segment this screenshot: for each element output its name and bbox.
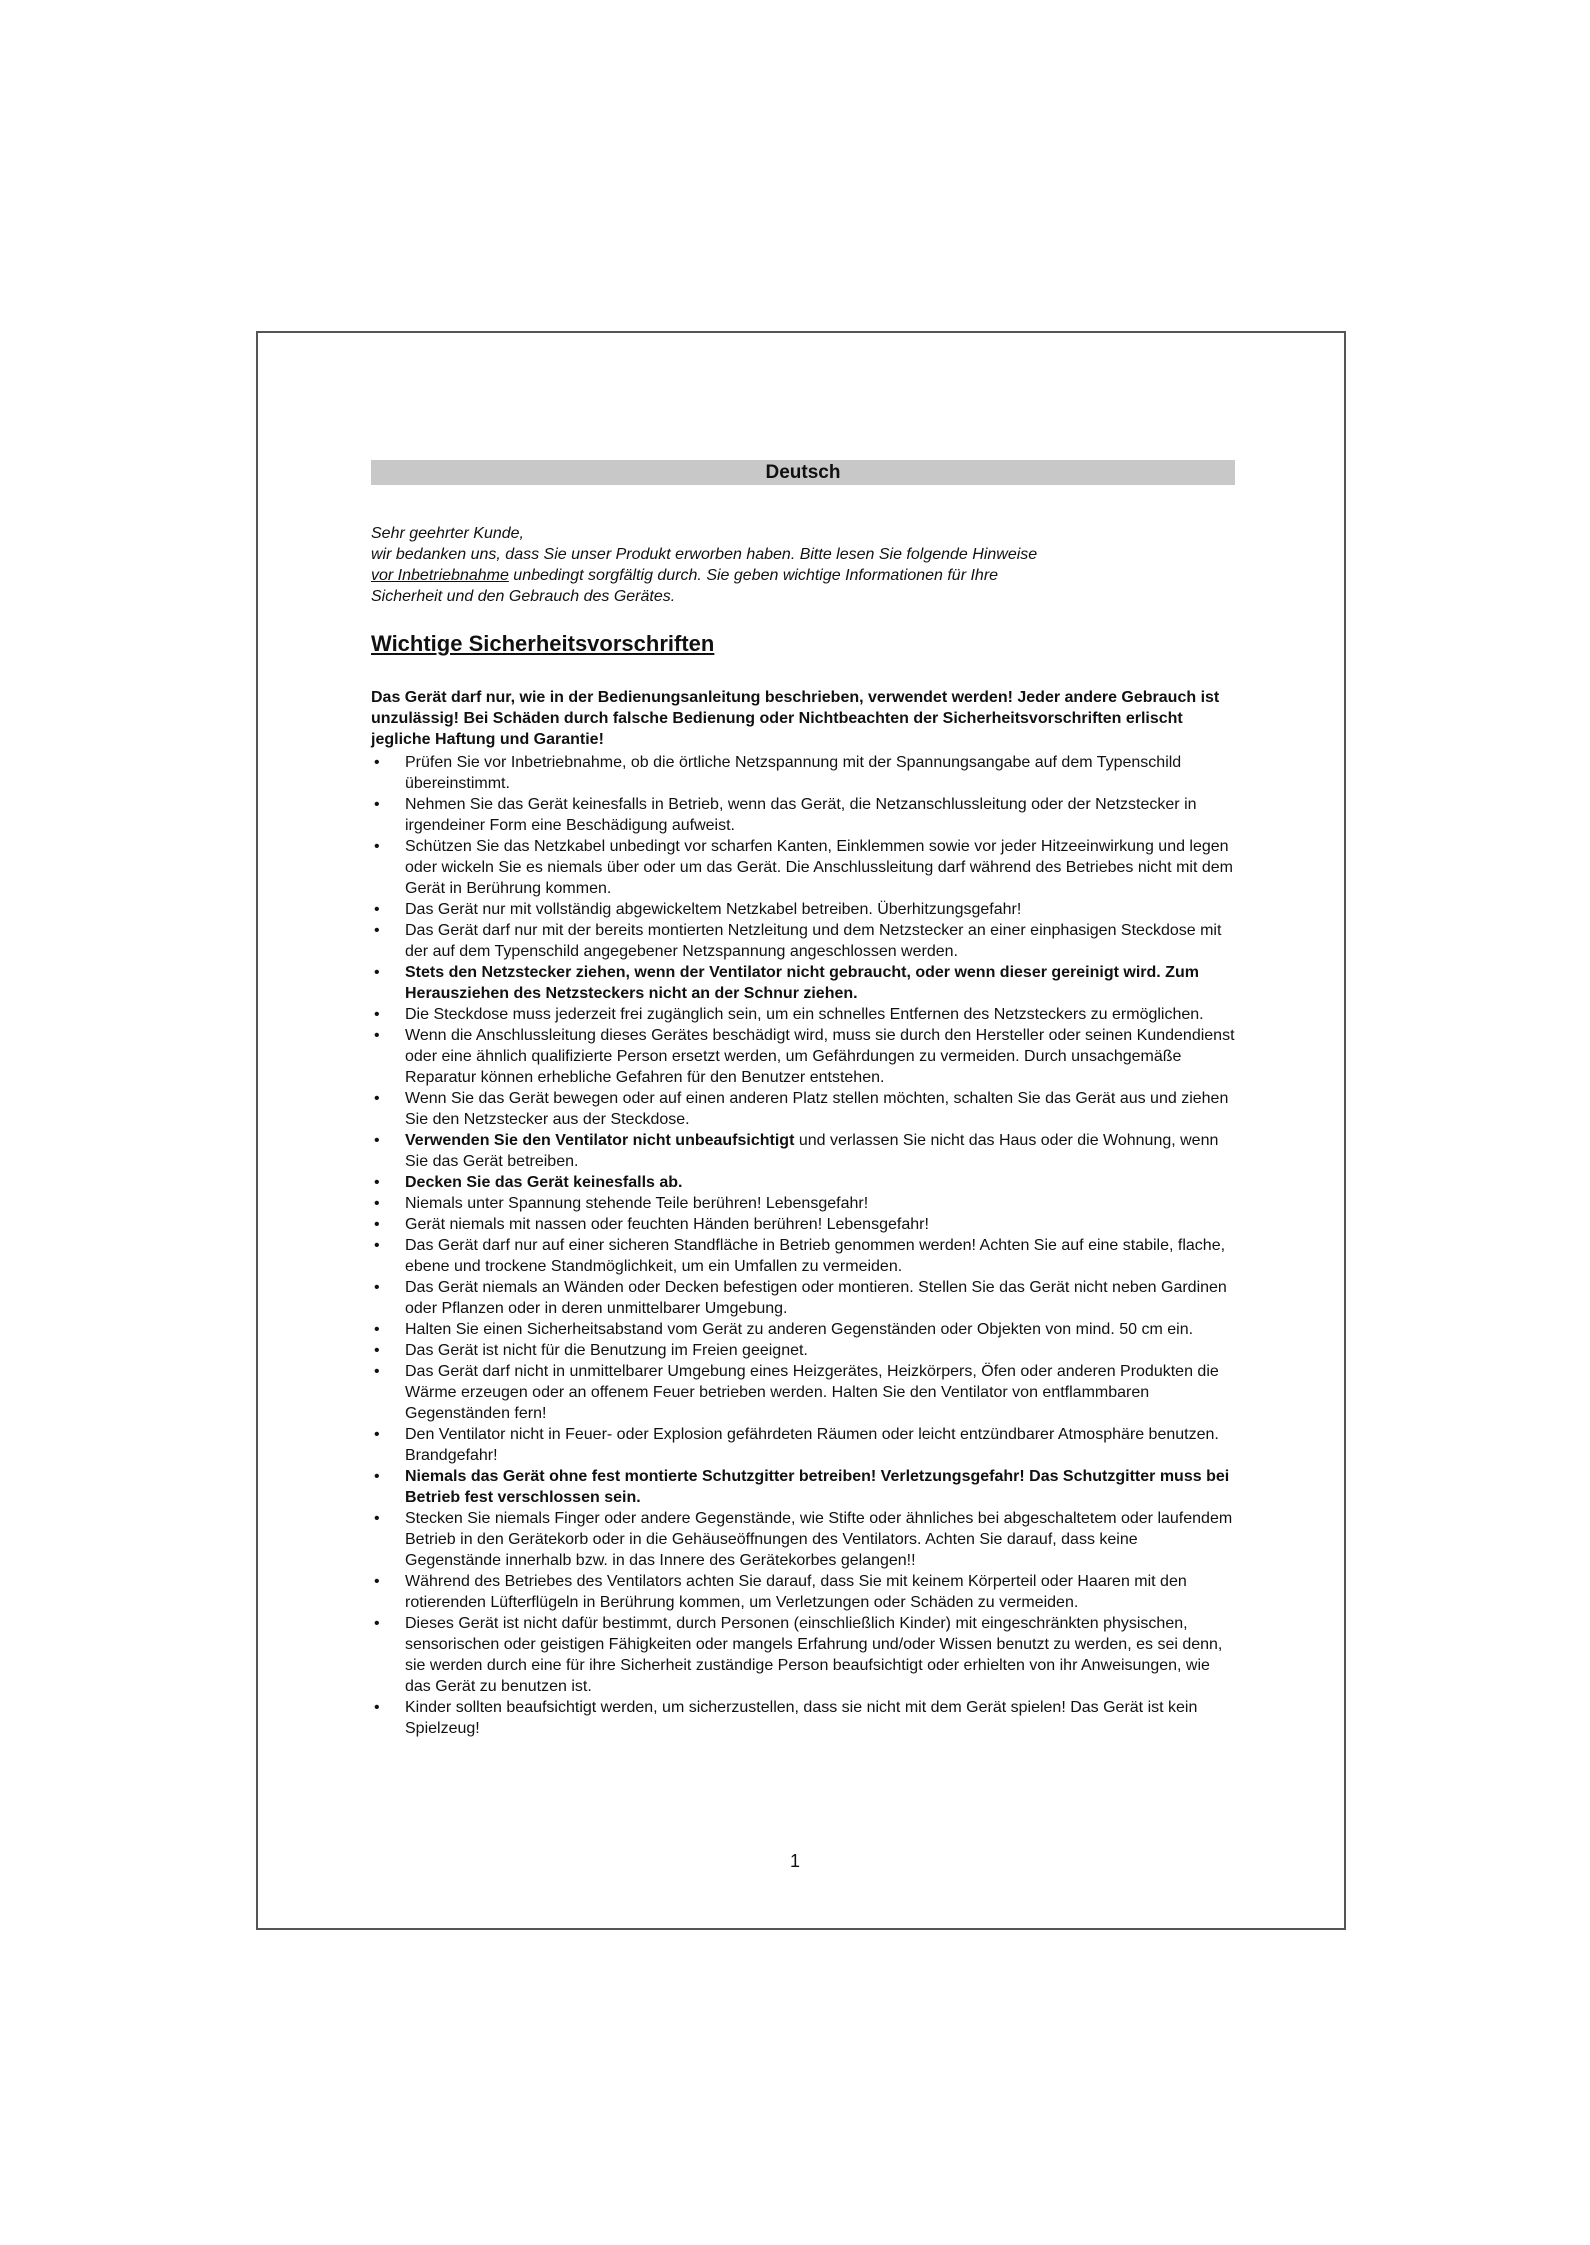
- list-item: [371, 1361, 1235, 1424]
- list-item-text: Wenn Sie das Gerät bewegen oder auf einen anderen Platz stellen möchten, schalten Sie das Gerät aus und ziehen Sie den Netzstecker aus der Steckdose.: [405, 1090, 1229, 1128]
- list-item: [371, 1088, 1235, 1130]
- list-item: [371, 1004, 1235, 1025]
- list-item-bold: Decken Sie das Gerät keinesfalls ab.: [405, 1174, 683, 1191]
- list-item-text: Das Gerät ist nicht für die Benutzung im Freien geeignet.: [405, 1342, 808, 1359]
- list-item-text: Den Ventilator nicht in Feuer- oder Explosion gefährdeten Räumen oder leicht entzündbarer Atmosphäre benutzen. Brandgefahr!: [405, 1426, 1219, 1464]
- list-item-text: Wenn die Anschlussleitung dieses Gerätes beschädigt wird, muss sie durch den Hersteller oder seinen Kundendienst oder eine ähnlich qualifizierte Person ersetzt werden, um Gefährdungen zu vermeiden. Durch unsachgemäße Reparatur können erhebliche Gefahren für den Benutzer entstehen.: [405, 1027, 1235, 1086]
- list-item-bold: Verwenden Sie den Ventilator nicht unbeaufsichtigt: [405, 1132, 795, 1149]
- list-item: [371, 1193, 1235, 1214]
- list-item: [371, 752, 1235, 794]
- list-item: [371, 899, 1235, 920]
- list-item-text: Niemals unter Spannung stehende Teile berühren! Lebensgefahr!: [405, 1195, 869, 1212]
- list-item: [371, 1340, 1235, 1361]
- list-item: [371, 1172, 1235, 1193]
- document-content: [371, 460, 1235, 1739]
- list-item-text: Die Steckdose muss jederzeit frei zugänglich sein, um ein schnelles Entfernen des Netzsteckers zu ermöglichen.: [405, 1006, 1204, 1023]
- list-item: [371, 1571, 1235, 1613]
- list-item-text: Das Gerät darf nur mit der bereits montierten Netzleitung und dem Netzstecker an einer einphasigen Steckdose mit der auf dem Typenschild angegebener Netzspannung angeschlossen werden.: [405, 922, 1222, 960]
- list-item: [371, 1697, 1235, 1739]
- list-item-text: Stecken Sie niemals Finger oder andere Gegenstände, wie Stifte oder ähnliches bei abgeschaltetem oder laufendem Betrieb in den Gerätekorb oder in die Gehäuseöffnungen des Ventilators. Achten Sie darauf, dass keine Gegenstände innerhalb bzw. in das Innere des Gerätekorbes gelangen!!: [405, 1510, 1233, 1569]
- intro-paragraph: [371, 523, 1235, 607]
- list-item: [371, 794, 1235, 836]
- intro-underlined: vor Inbetriebnahme: [371, 567, 509, 584]
- list-item: [371, 962, 1235, 1004]
- list-item-text: Dieses Gerät ist nicht dafür bestimmt, durch Personen (einschließlich Kinder) mit eingeschränkten physischen, sensorischen oder geistigen Fähigkeiten oder mangels Erfahrung und/oder Wissen benutzt zu werden, es sei denn, sie werden durch eine für ihre Sicherheit zuständige Person beaufsichtigt oder erhielten von ihr Anweisungen, wie das Gerät zu benutzen ist.: [405, 1615, 1223, 1695]
- intro-greeting: Sehr geehrter Kunde,: [371, 525, 524, 542]
- list-item: [371, 1508, 1235, 1571]
- list-item-text: Das Gerät darf nur auf einer sicheren Standfläche in Betrieb genommen werden! Achten Sie auf eine stabile, flache, ebene und trockene Standmöglichkeit, um ein Umfallen zu vermeiden.: [405, 1237, 1226, 1275]
- list-item-text: Gerät niemals mit nassen oder feuchten Händen berühren! Lebensgefahr!: [405, 1216, 929, 1233]
- list-item: [371, 1025, 1235, 1088]
- list-item: [371, 1319, 1235, 1340]
- section-title: Wichtige Sicherheitsvorschriften: [371, 631, 715, 656]
- intro-line-1: wir bedanken uns, dass Sie unser Produkt erworben haben. Bitte lesen Sie folgende Hinweise: [371, 546, 1038, 563]
- list-item-text: Halten Sie einen Sicherheitsabstand vom Gerät zu anderen Gegenständen oder Objekten von mind. 50 cm ein.: [405, 1321, 1194, 1338]
- list-item: [371, 1214, 1235, 1235]
- list-item-text: Kinder sollten beaufsichtigt werden, um sicherzustellen, dass sie nicht mit dem Gerät spielen! Das Gerät ist kein Spielzeug!: [405, 1699, 1198, 1737]
- list-item: [371, 1466, 1235, 1508]
- list-item: [371, 920, 1235, 962]
- list-item-text: Schützen Sie das Netzkabel unbedingt vor scharfen Kanten, Einklemmen sowie vor jeder Hitzeeinwirkung und legen oder wickeln Sie es niemals über oder um das Gerät. Die Anschlussleitung darf während des Betriebes nicht mit dem Gerät in Berührung kommen.: [405, 838, 1233, 897]
- list-item: [371, 1277, 1235, 1319]
- list-item: [371, 1130, 1235, 1172]
- list-item-text: Das Gerät darf nicht in unmittelbarer Umgebung eines Heizgerätes, Heizkörpers, Öfen oder anderen Produkten die Wärme erzeugen oder an offenem Feuer betrieben werden. Halten Sie den Ventilator von entflammbaren Gegenständen fern!: [405, 1363, 1219, 1422]
- intro-line-2: [371, 565, 1235, 586]
- list-item-bold: Niemals das Gerät ohne fest montierte Schutzgitter betreiben! Verletzungsgefahr! Das Schutzgitter muss bei Betrieb fest verschlossen sein.: [405, 1468, 1230, 1506]
- list-item-text: Prüfen Sie vor Inbetriebnahme, ob die örtliche Netzspannung mit der Spannungsangabe auf dem Typenschild übereinstimmt.: [405, 754, 1182, 792]
- list-item-text: Das Gerät nur mit vollständig abgewickeltem Netzkabel betreiben. Überhitzungsgefahr!: [405, 901, 1022, 918]
- list-item: [371, 836, 1235, 899]
- list-item-text: Das Gerät niemals an Wänden oder Decken befestigen oder montieren. Stellen Sie das Gerät nicht neben Gardinen oder Pflanzen oder in deren unmittelbarer Umgebung.: [405, 1279, 1227, 1317]
- intro-line-3: Sicherheit und den Gebrauch des Gerätes.: [371, 588, 676, 605]
- safety-list: [371, 752, 1235, 1739]
- list-item-text: Nehmen Sie das Gerät keinesfalls in Betrieb, wenn das Gerät, die Netzanschlussleitung oder der Netzstecker in irgendeiner Form eine Beschädigung aufweist.: [405, 796, 1197, 834]
- language-header: Deutsch: [371, 460, 1235, 485]
- list-item: [371, 1613, 1235, 1697]
- list-item: [371, 1424, 1235, 1466]
- list-item-text: Während des Betriebes des Ventilators achten Sie darauf, dass Sie mit keinem Körperteil oder Haaren mit den rotierenden Lüfterflügeln in Berührung kommen, um Verletzungen oder Schäden zu vermeiden.: [405, 1573, 1187, 1611]
- section-lead: Das Gerät darf nur, wie in der Bedienungsanleitung beschrieben, verwendet werden! Jeder andere Gebrauch ist unzulässig! Bei Schäden durch falsche Bedienung oder Nichtbeachten der Sicherheitsvorschriften erlischt jegliche Haftung und Garantie!: [371, 689, 1220, 748]
- page-number: 1: [789, 1851, 800, 1871]
- intro-line-2-rest: unbedingt sorgfältig durch. Sie geben wichtige Informationen für Ihre: [508, 567, 999, 584]
- list-item: [371, 1235, 1235, 1277]
- list-item-bold: Stets den Netzstecker ziehen, wenn der Ventilator nicht gebraucht, oder wenn dieser gereinigt wird. Zum Herausziehen des Netzsteckers nicht an der Schnur ziehen.: [405, 964, 1199, 1002]
- list-item-text: und verlassen Sie nicht das Haus oder die Wohnung, wenn Sie das Gerät betreiben.: [405, 1132, 1219, 1170]
